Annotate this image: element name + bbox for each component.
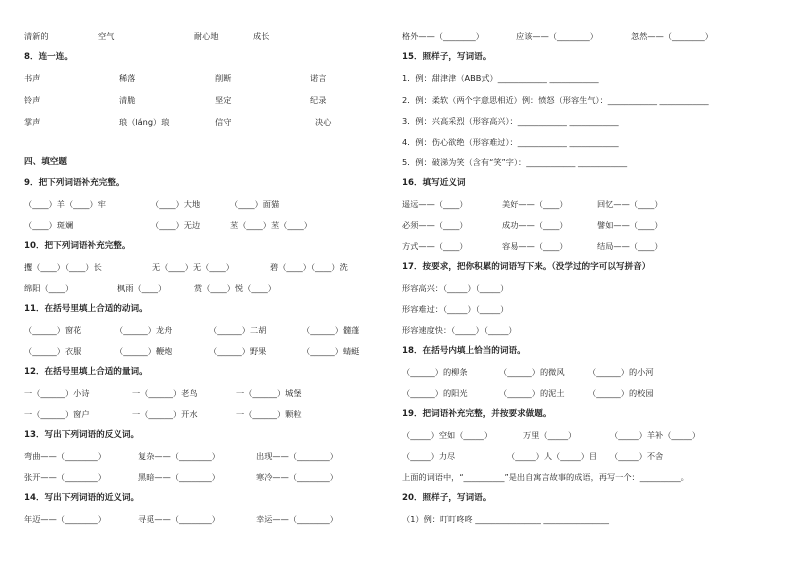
fill-item[interactable]: 一（______）窗户	[24, 409, 90, 419]
match-item[interactable]: 铃声	[24, 95, 41, 105]
fill-item[interactable]: 一（______）小诗	[24, 388, 90, 398]
fill-item[interactable]: （1）例：叮叮咚咚 ________________ ________________	[402, 514, 609, 524]
fill-item[interactable]: （_____）不舍	[610, 451, 664, 461]
question-17-title: 17．按要求，把你积累的词语写下来。（没学过的字可以写拼音）	[402, 262, 651, 272]
question-13-title: 13．写出下列词语的反义词。	[24, 430, 140, 440]
word-item: 成长	[253, 31, 270, 41]
fill-item[interactable]: 绵阳（____）	[24, 283, 74, 293]
fill-item[interactable]: 万里（_____）	[523, 430, 577, 440]
question-19-title: 19．把词语补充完整，并按要求做题。	[402, 409, 552, 419]
fill-item[interactable]: 4．例：伤心欲绝（形容难过）：____________ ____________	[402, 137, 619, 147]
fill-item[interactable]: 赏（____）悦（____）	[194, 283, 276, 293]
word-item: 清新的	[24, 31, 49, 41]
fill-item[interactable]: （______）野果	[209, 346, 267, 356]
fill-item[interactable]: （______）鞭炮	[115, 346, 173, 356]
fill-item[interactable]: 碧（____）（____）洗	[270, 262, 348, 272]
fill-item[interactable]: 寒冷——（________）	[256, 472, 338, 482]
section-heading: 四、填空题	[24, 157, 67, 167]
fill-item[interactable]: 1．例：甜津津（ABB式）____________ ____________	[402, 73, 599, 83]
fill-item[interactable]: 方式——（____）	[402, 241, 468, 251]
fill-item[interactable]: 忽然——（________）	[631, 31, 713, 41]
question-11-title: 11．在括号里填上合适的动词。	[24, 304, 148, 314]
fill-item[interactable]: （______）窗花	[24, 325, 82, 335]
fill-item[interactable]: 形容速度快：（_____）（_____）	[402, 325, 517, 335]
fill-item[interactable]: （____）无边	[151, 220, 201, 230]
fill-item[interactable]: 5．例：破涕为笑（含有“笑”字）：____________ ____________	[402, 157, 628, 167]
fill-item[interactable]: （____）面猫	[230, 199, 280, 209]
match-item[interactable]: 坚定	[215, 95, 232, 105]
fill-item[interactable]: （______）的柳条	[402, 367, 468, 377]
fill-item[interactable]: （______）髓蓬	[302, 325, 360, 335]
match-item[interactable]: 决心	[315, 117, 332, 127]
fill-item[interactable]: 回忆——（____）	[597, 199, 663, 209]
fill-item[interactable]: （_____）人（_____）目	[507, 451, 598, 461]
fill-item[interactable]: 譬如——（____）	[597, 220, 663, 230]
fill-item[interactable]: 一（______）城堡	[236, 388, 302, 398]
question-14-title: 14．写出下列词语的近义词。	[24, 493, 140, 503]
fill-item[interactable]: （____）羊（____）牢	[24, 199, 106, 209]
fill-item[interactable]: （______）的校园	[588, 388, 654, 398]
match-item[interactable]: 纪录	[310, 95, 327, 105]
fill-item[interactable]: 一（______）老鸟	[132, 388, 198, 398]
fill-item[interactable]: （______）衣服	[24, 346, 82, 356]
match-item[interactable]: 书声	[24, 73, 41, 83]
question-18-title: 18．在括号内填上恰当的词语。	[402, 346, 526, 356]
fill-item[interactable]: （____）大地	[151, 199, 201, 209]
match-item[interactable]: 琅（láng）琅	[119, 117, 170, 127]
fill-item[interactable]: （______）的微风	[499, 367, 565, 377]
fill-item[interactable]: 一（______）颗粒	[236, 409, 302, 419]
fill-item[interactable]: 必须——（____）	[402, 220, 468, 230]
word-item: 空气	[98, 31, 115, 41]
fill-item[interactable]: （______）的小河	[588, 367, 654, 377]
fill-item[interactable]: 无（____）无（____）	[152, 262, 234, 272]
fill-item[interactable]: （______）二胡	[209, 325, 267, 335]
fill-item[interactable]: 出现——（________）	[256, 451, 338, 461]
match-item[interactable]: 削断	[215, 73, 232, 83]
fill-item[interactable]: 弯曲——（________）	[24, 451, 106, 461]
fill-item[interactable]: 应该——（________）	[516, 31, 598, 41]
fill-item[interactable]: 形容高兴：（_____）（_____）	[402, 283, 509, 293]
match-item[interactable]: 掌声	[24, 117, 41, 127]
fill-item[interactable]: （_____）空如（_____）	[402, 430, 493, 440]
fill-item[interactable]: 苤（____）苤（____）	[230, 220, 312, 230]
fill-item[interactable]: （____）斑斓	[24, 220, 74, 230]
question-16-title: 16．填写近义词	[402, 178, 466, 188]
fill-item[interactable]: （_____）力尽	[402, 451, 456, 461]
fill-item[interactable]: 枫雨（____）	[117, 283, 167, 293]
word-item: 耐心地	[194, 31, 219, 41]
question-10-title: 10．把下列词语补充完整。	[24, 241, 131, 251]
fill-item[interactable]: 结局——（____）	[597, 241, 663, 251]
fill-item[interactable]: 幸运——（________）	[256, 514, 338, 524]
fill-item[interactable]: 张开——（________）	[24, 472, 106, 482]
fill-item[interactable]: 攫（____）（____）长	[24, 262, 102, 272]
fill-item[interactable]: 美好——（____）	[502, 199, 568, 209]
fill-item[interactable]: （______）的泥土	[499, 388, 565, 398]
fill-item[interactable]: （______）蜻蜓	[302, 346, 360, 356]
fill-item[interactable]: （______）龙舟	[115, 325, 173, 335]
fill-item[interactable]: 3．例：兴高采烈（形容高兴）：____________ ____________	[402, 116, 619, 126]
fill-item[interactable]: （______）的阳光	[402, 388, 468, 398]
fill-item[interactable]: 寻觅——（________）	[138, 514, 220, 524]
fill-item[interactable]: 容易——（____）	[502, 241, 568, 251]
match-item[interactable]: 稀落	[119, 73, 136, 83]
fill-item[interactable]: 遥远——（____）	[402, 199, 468, 209]
match-item[interactable]: 清脆	[119, 95, 136, 105]
question-20-title: 20．照样子，写词语。	[402, 493, 492, 503]
fill-item[interactable]: 一（______）开水	[132, 409, 198, 419]
fill-item[interactable]: 形容难过：（_____）（_____）	[402, 304, 509, 314]
fill-item[interactable]: 上面的词语中，“__________”是出自寓言故事的成语，再写一个：__________。	[402, 472, 689, 482]
question-12-title: 12．在括号里填上合适的量词。	[24, 367, 148, 377]
fill-item[interactable]: 黑暗——（________）	[138, 472, 220, 482]
fill-item[interactable]: 2．例：柔软（两个字意思相近）例：愤怒（形容生气）：____________ ____________	[402, 95, 709, 105]
fill-item[interactable]: （_____）羊补（_____）	[610, 430, 701, 440]
fill-item[interactable]: 年迈——（________）	[24, 514, 106, 524]
question-9-title: 9．把下列词语补充完整。	[24, 178, 125, 188]
match-item[interactable]: 诺言	[310, 73, 327, 83]
question-8-title: 8．连一连。	[24, 52, 73, 62]
fill-item[interactable]: 复杂——（________）	[138, 451, 220, 461]
match-item[interactable]: 信守	[215, 117, 232, 127]
question-15-title: 15．照样子，写词语。	[402, 52, 492, 62]
fill-item[interactable]: 格外——（________）	[402, 31, 484, 41]
fill-item[interactable]: 成功——（____）	[502, 220, 568, 230]
